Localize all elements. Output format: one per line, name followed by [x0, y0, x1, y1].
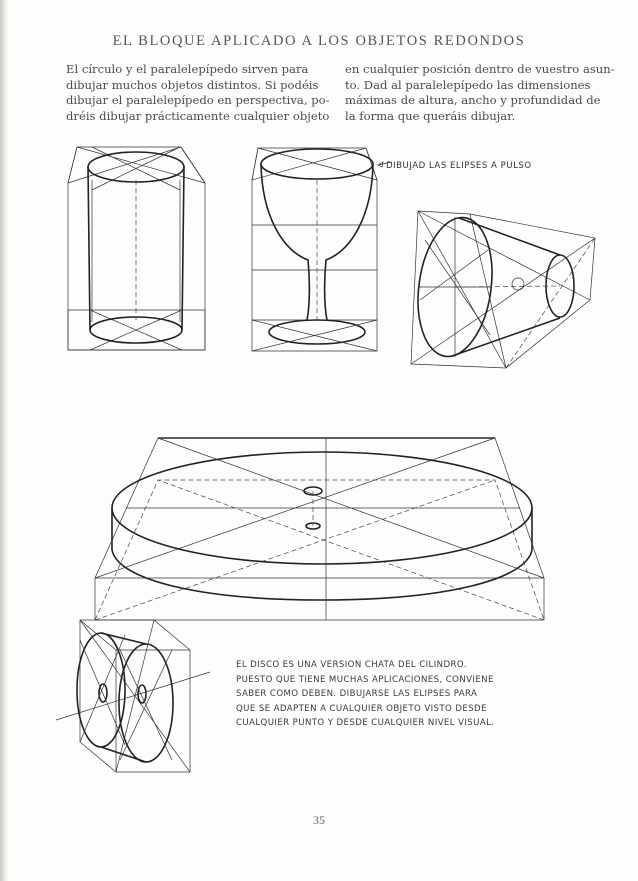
- caption-text: [236, 658, 522, 731]
- intro-line: dibujar el paralelepípedo en perspectiva, po-: [66, 93, 330, 108]
- double-wheel-in-box-icon: [56, 620, 210, 772]
- intro-line: máximas de altura, ancho y profundidad de: [345, 93, 601, 108]
- annotation-label: DIBUJAD LAS ELIPSES A PULSO: [386, 161, 532, 171]
- intro-line: dibujar muchos objetos distintos. Si podéis: [66, 77, 319, 92]
- flat-disc-in-box-icon: [95, 438, 544, 620]
- page-title: EL BLOQUE APLICADO A LOS OBJETOS REDONDOS: [112, 33, 526, 49]
- page-number: 35: [313, 813, 325, 827]
- caption-line: QUE SE ADAPTEN A CUALQUIER OBJETO VISTO DESDE: [236, 703, 487, 714]
- intro-line: to. Dad al paralelepípedo las dimensiones: [345, 77, 591, 92]
- cone-in-box-perspective-icon: [410, 211, 595, 368]
- caption-line: EL DISCO ES UNA VERSION CHATA DEL CILINDRO.: [236, 660, 467, 670]
- caption-line: CUALQUIER PUNTO Y DESDE CUALQUIER NIVEL VISUAL.: [236, 718, 495, 728]
- wine-glass-in-box-icon: [252, 148, 377, 351]
- intro-line: El círculo y el paralelepípedo sirven para: [66, 62, 309, 76]
- cylinder-in-box-icon: [68, 147, 205, 350]
- intro-line: dréis dibujar prácticamente cualquier objeto: [66, 108, 330, 123]
- intro-line: en cualquier posición dentro de vuestro asun-: [345, 62, 615, 76]
- intro-line: la forma que queráis dibujar.: [345, 108, 516, 123]
- caption-line: PUESTO QUE TIENE MUCHAS APLICACIONES, CONVIENE: [236, 674, 494, 685]
- caption-line: SABER COMO DEBEN. DIBUJARSE LAS ELIPSES PARA: [236, 689, 478, 699]
